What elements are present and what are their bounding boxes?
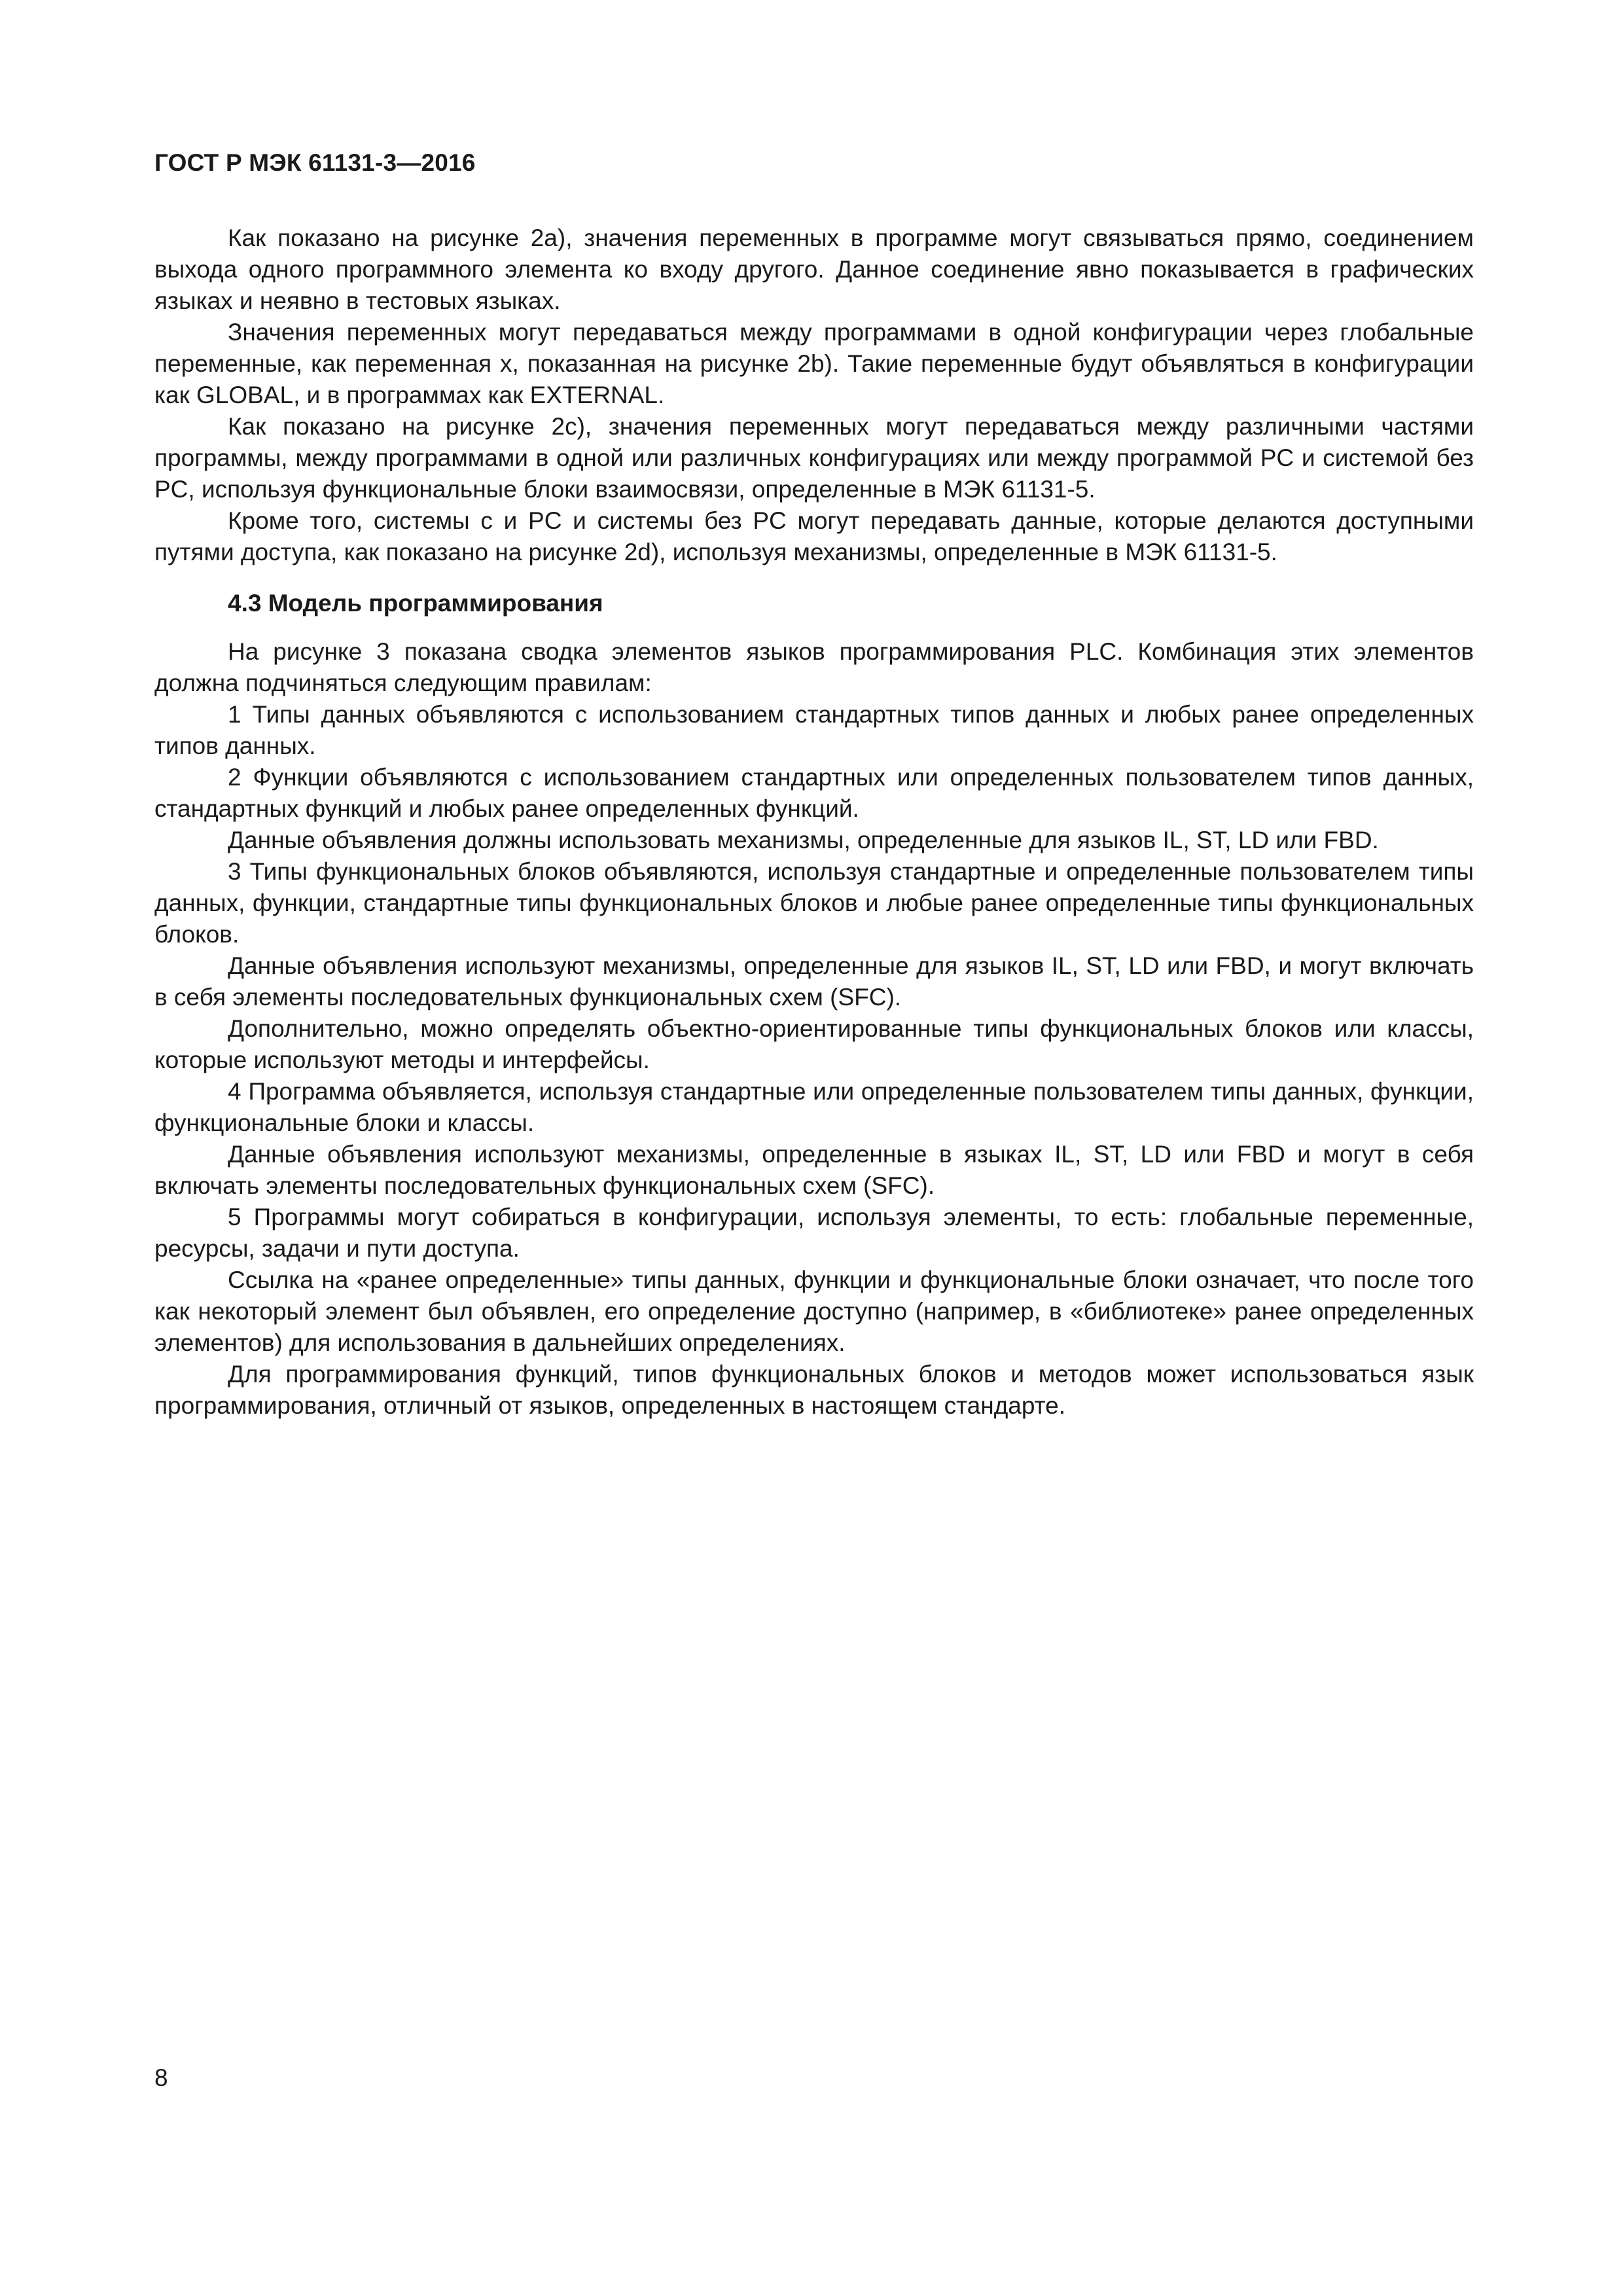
paragraph: 1 Типы данных объявляются с использованием стандартных типов данных и любых ранее определенных типов данных.: [154, 701, 1474, 759]
document-body: [154, 223, 1474, 1422]
paragraph: Дополнительно, можно определять объектно-ориентированные типы функциональных блоков или классы, которые используют методы и интерфейсы.: [154, 1015, 1474, 1073]
paragraph: 4 Программа объявляется, используя стандартные или определенные пользователем типы данных, функции, функциональные блоки и классы.: [154, 1078, 1474, 1136]
paragraph: Значения переменных могут передаваться между программами в одной конфигурации через глобальные переменные, как переменная x, показанная на рисунке 2b). Такие переменные будут объявляться в конфигурации как GLOBAL, и в программах как EXTERNAL.: [154, 319, 1474, 408]
section-title: 4.3 Модель программирования: [228, 590, 603, 617]
paragraph: Для программирования функций, типов функциональных блоков и методов может использоваться язык программирования, отличный от языков, определенных в настоящем стандарте.: [154, 1361, 1474, 1419]
paragraph: 5 Программы могут собираться в конфигурации, используя элементы, то есть: глобальные переменные, ресурсы, задачи и пути доступа.: [154, 1204, 1474, 1262]
page-number: 8: [154, 2064, 168, 2091]
paragraph: Данные объявления используют механизмы, определенные в языках IL, ST, LD или FBD и могут в себя включать элементы последовательных функциональных схем (SFC).: [154, 1141, 1474, 1199]
paragraph: Кроме того, системы с и PC и системы без PC могут передавать данные, которые делаются доступными путями доступа, как показано на рисунке 2d), используя механизмы, определенные в МЭК 61131-5.: [154, 507, 1474, 565]
paragraph: 2 Функции объявляются с использованием стандартных или определенных пользователем типов данных, стандартных функций и любых ранее определенных функций.: [154, 764, 1474, 822]
paragraph: Как показано на рисунке 2c), значения переменных могут передаваться между различными частями программы, между программами в одной или различных конфигурациях или между программой PC и системой без PC, используя функциональные блоки взаимосвязи, определенные в МЭК 61131-5.: [154, 413, 1474, 503]
paragraph: Данные объявления должны использовать механизмы, определенные для языков IL, ST, LD или FBD.: [228, 827, 1379, 853]
document-header: ГОСТ Р МЭК 61131-3—2016: [154, 149, 476, 176]
paragraph: На рисунке 3 показана сводка элементов языков программирования PLC. Комбинация этих элементов должна подчиняться следующим правилам:: [154, 638, 1474, 696]
paragraph: Ссылка на «ранее определенные» типы данных, функции и функциональные блоки означает, что после того как некоторый элемент был объявлен, его определение доступно (например, в «библиотеке» ранее определенных элементов) для использования в дальнейших определениях.: [154, 1266, 1474, 1356]
paragraph: Как показано на рисунке 2а), значения переменных в программе могут связываться прямо, соединением выхода одного программного элемента ко входу другого. Данное соединение явно показывается в графических языках и неявно в тестовых языках.: [154, 224, 1474, 314]
paragraph: Данные объявления используют механизмы, определенные для языков IL, ST, LD или FBD, и могут включать в себя элементы последовательных функциональных схем (SFC).: [154, 952, 1474, 1011]
paragraph: 3 Типы функциональных блоков объявляются, используя стандартные и определенные пользователем типы данных, функции, стандартные типы функциональных блоков и любые ранее определенные типы функциональных блоков.: [154, 858, 1474, 948]
